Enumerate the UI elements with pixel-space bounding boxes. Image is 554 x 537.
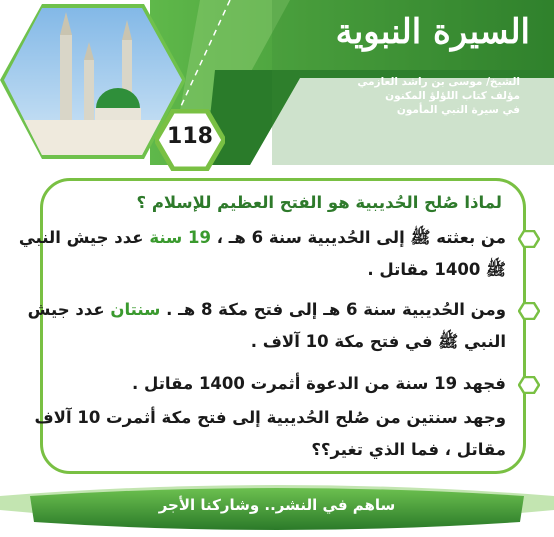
- item-line: ومن الحُديبية سنة 6 هـ إلى فتح مكة 8 هـ . سنتان عدد جيش: [27, 300, 506, 319]
- conclusion-line2: مقاتل ، فما الذي تغير؟؟: [311, 440, 506, 459]
- question-heading: لماذا صُلح الحُديبية هو الفتح العظيم للإسلام ؟: [136, 193, 502, 212]
- book-title-line1: مؤلف كتاب اللؤلؤ المكنون: [385, 90, 520, 102]
- page-title: السيرة النبوية: [335, 12, 530, 52]
- list-item: [28, 368, 506, 400]
- episode-number: 118: [167, 124, 213, 149]
- item-line: فجهد 19 سنة من الدعوة أثمرت 1400 مقاتل .: [131, 374, 506, 393]
- conclusion-text: [28, 402, 506, 466]
- list-item: [18, 222, 506, 286]
- conclusion-line1: وجهد سنتين من صُلح الحُديبية إلى فتح مكة أثمرت 10 آلاف: [34, 408, 506, 427]
- list-item: [28, 294, 506, 358]
- book-title-line2: في سيرة النبي المأمون: [396, 104, 520, 116]
- hexagon-bullet-icon: [518, 376, 540, 394]
- item-line: من بعثته ﷺ إلى الحُديبية سنة 6 هـ ، 19 سنة عدد جيش النبي: [18, 228, 506, 247]
- author-name: الشيخ/ موسى بن راشد العازمي: [357, 76, 520, 88]
- hexagon-bullet-icon: [518, 302, 540, 320]
- footer-slogan: ساهم في النشر.. وشاركنا الأجر: [158, 496, 396, 514]
- item-line: النبي ﷺ في فتح مكة 10 آلاف .: [250, 332, 506, 351]
- hexagon-bullet-icon: [518, 230, 540, 248]
- author-byline: [320, 75, 520, 117]
- item-line: ﷺ 1400 مقاتل .: [367, 260, 506, 279]
